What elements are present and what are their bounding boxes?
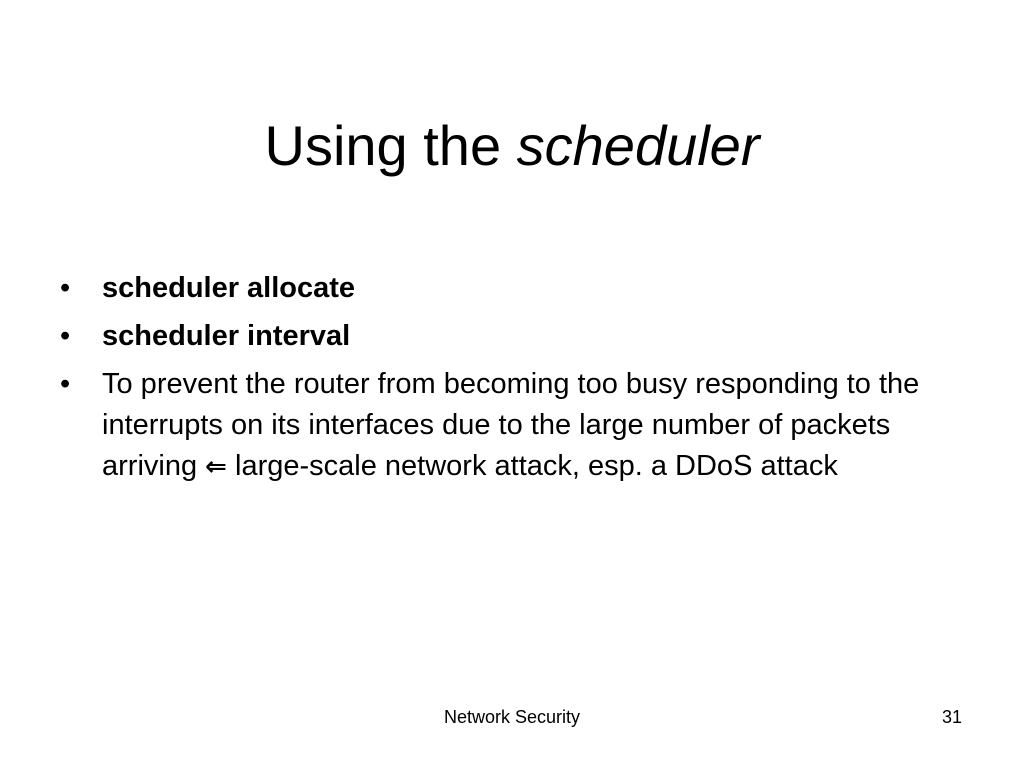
bullet-text: scheduler interval — [102, 320, 351, 352]
title-italic-text: scheduler — [516, 114, 760, 177]
title-plain-text: Using the — [264, 114, 517, 177]
bullet-item-scheduler-interval — [60, 316, 960, 357]
bullet-item-scheduler-allocate — [60, 268, 960, 309]
bullet-marker: • — [60, 368, 71, 400]
bullet-text — [102, 368, 919, 482]
bullet-list — [60, 268, 960, 495]
bullet-text: scheduler allocate — [102, 272, 356, 304]
bullet-text-after-arrow: large-scale network attack, esp. a DDoS attack — [226, 450, 838, 482]
bullet-marker: • — [60, 272, 71, 304]
page-number: 31 — [941, 707, 962, 727]
footer-title: Network Security — [443, 707, 581, 727]
bullet-text-before-arrow: To prevent the router from becoming too busy responding to the interrupts on its interfaces due to the large number of packets arriving — [102, 368, 920, 482]
bullet-item-explanation — [60, 364, 960, 488]
bullet-marker: • — [60, 320, 71, 352]
slide-title — [0, 108, 1024, 184]
left-arrow-icon: ⇐ — [205, 452, 227, 482]
